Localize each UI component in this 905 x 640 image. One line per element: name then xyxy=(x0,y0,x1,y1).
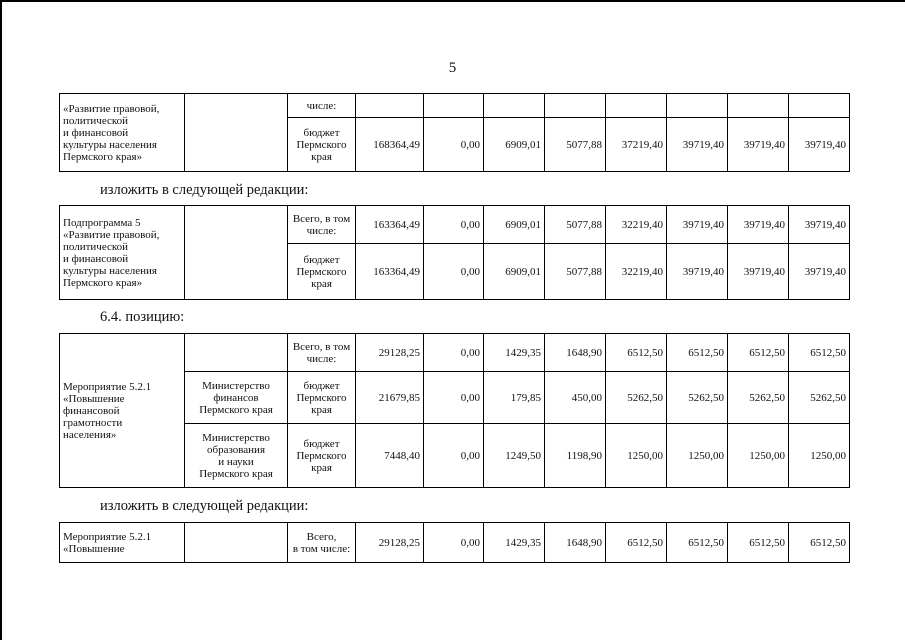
source-cell: Всего, в том числе: xyxy=(288,523,356,563)
budget-table-4 xyxy=(59,522,850,563)
table-row xyxy=(60,334,850,372)
value-cell: 0,00 xyxy=(424,372,484,424)
source-cell: числе: xyxy=(288,94,356,118)
budget-table-3 xyxy=(59,333,850,488)
executor-cell xyxy=(185,206,288,300)
value-cell: 0,00 xyxy=(424,206,484,244)
program-name-cell: Подпрограмма 5 «Развитие правовой, политической и финансовой культуры населения Пермского края» xyxy=(60,206,185,300)
value-cell: 1250,00 xyxy=(606,424,667,488)
value-cell: 0,00 xyxy=(424,118,484,172)
value-cell xyxy=(606,94,667,118)
value-cell: 179,85 xyxy=(484,372,545,424)
scan-border-top xyxy=(0,0,905,2)
value-cell: 6909,01 xyxy=(484,244,545,300)
value-cell: 1429,35 xyxy=(484,334,545,372)
value-cell: 168364,49 xyxy=(356,118,424,172)
value-cell: 39719,40 xyxy=(728,244,789,300)
value-cell xyxy=(667,94,728,118)
value-cell: 6512,50 xyxy=(728,523,789,563)
value-cell: 163364,49 xyxy=(356,206,424,244)
value-cell: 450,00 xyxy=(545,372,606,424)
program-name-cell: Мероприятие 5.2.1 «Повышение xyxy=(60,523,185,563)
value-cell xyxy=(484,94,545,118)
budget-table-1 xyxy=(59,93,850,172)
value-cell: 39719,40 xyxy=(789,206,850,244)
table-row xyxy=(60,523,850,563)
value-cell xyxy=(424,94,484,118)
source-cell: бюджет Пермского края xyxy=(288,118,356,172)
section-heading: 6.4. позицию: xyxy=(100,309,185,325)
value-cell: 39719,40 xyxy=(789,118,850,172)
value-cell: 39719,40 xyxy=(667,244,728,300)
budget-table-2 xyxy=(59,205,850,300)
value-cell: 5262,50 xyxy=(667,372,728,424)
value-cell: 39719,40 xyxy=(728,206,789,244)
section-heading: изложить в следующей редакции: xyxy=(100,498,309,514)
value-cell xyxy=(728,94,789,118)
value-cell: 6512,50 xyxy=(728,334,789,372)
value-cell: 1198,90 xyxy=(545,424,606,488)
value-cell: 6909,01 xyxy=(484,206,545,244)
value-cell: 32219,40 xyxy=(606,206,667,244)
value-cell: 1250,00 xyxy=(667,424,728,488)
value-cell: 0,00 xyxy=(424,334,484,372)
source-cell: Всего, в том числе: xyxy=(288,206,356,244)
value-cell: 6512,50 xyxy=(789,523,850,563)
value-cell: 39719,40 xyxy=(667,206,728,244)
value-cell: 1250,00 xyxy=(728,424,789,488)
value-cell xyxy=(545,94,606,118)
value-cell: 7448,40 xyxy=(356,424,424,488)
value-cell: 0,00 xyxy=(424,424,484,488)
program-name-cell: «Развитие правовой, политической и финансовой культуры населения Пермского края» xyxy=(60,94,185,172)
value-cell: 6512,50 xyxy=(667,334,728,372)
value-cell: 0,00 xyxy=(424,523,484,563)
value-cell: 39719,40 xyxy=(728,118,789,172)
table-row xyxy=(60,94,850,118)
value-cell: 5262,50 xyxy=(606,372,667,424)
scan-border-left xyxy=(0,0,2,640)
executor-cell: Министерство финансов Пермского края xyxy=(185,372,288,424)
executor-cell xyxy=(185,523,288,563)
section-heading: изложить в следующей редакции: xyxy=(100,182,309,198)
value-cell: 6512,50 xyxy=(667,523,728,563)
value-cell: 6512,50 xyxy=(606,523,667,563)
value-cell: 29128,25 xyxy=(356,334,424,372)
value-cell: 1249,50 xyxy=(484,424,545,488)
value-cell xyxy=(356,94,424,118)
value-cell: 5262,50 xyxy=(789,372,850,424)
value-cell: 39719,40 xyxy=(789,244,850,300)
value-cell: 5077,88 xyxy=(545,206,606,244)
page-number: 5 xyxy=(448,60,457,76)
value-cell: 1429,35 xyxy=(484,523,545,563)
value-cell: 6909,01 xyxy=(484,118,545,172)
value-cell: 6512,50 xyxy=(606,334,667,372)
source-cell: Всего, в том числе: xyxy=(288,334,356,372)
value-cell: 163364,49 xyxy=(356,244,424,300)
value-cell: 1250,00 xyxy=(789,424,850,488)
value-cell: 5077,88 xyxy=(545,118,606,172)
source-cell: бюджет Пермского края xyxy=(288,424,356,488)
value-cell: 6512,50 xyxy=(789,334,850,372)
value-cell: 29128,25 xyxy=(356,523,424,563)
value-cell: 37219,40 xyxy=(606,118,667,172)
value-cell xyxy=(789,94,850,118)
value-cell: 32219,40 xyxy=(606,244,667,300)
table-row xyxy=(60,206,850,244)
executor-cell xyxy=(185,94,288,172)
value-cell: 39719,40 xyxy=(667,118,728,172)
source-cell: бюджет Пермского края xyxy=(288,244,356,300)
executor-cell: Министерство образования и науки Пермского края xyxy=(185,424,288,488)
source-cell: бюджет Пермского края xyxy=(288,372,356,424)
program-name-cell: Мероприятие 5.2.1 «Повышение финансовой грамотности населения» xyxy=(60,334,185,488)
value-cell: 1648,90 xyxy=(545,334,606,372)
value-cell: 5262,50 xyxy=(728,372,789,424)
executor-cell xyxy=(185,334,288,372)
value-cell: 21679,85 xyxy=(356,372,424,424)
value-cell: 1648,90 xyxy=(545,523,606,563)
value-cell: 0,00 xyxy=(424,244,484,300)
value-cell: 5077,88 xyxy=(545,244,606,300)
